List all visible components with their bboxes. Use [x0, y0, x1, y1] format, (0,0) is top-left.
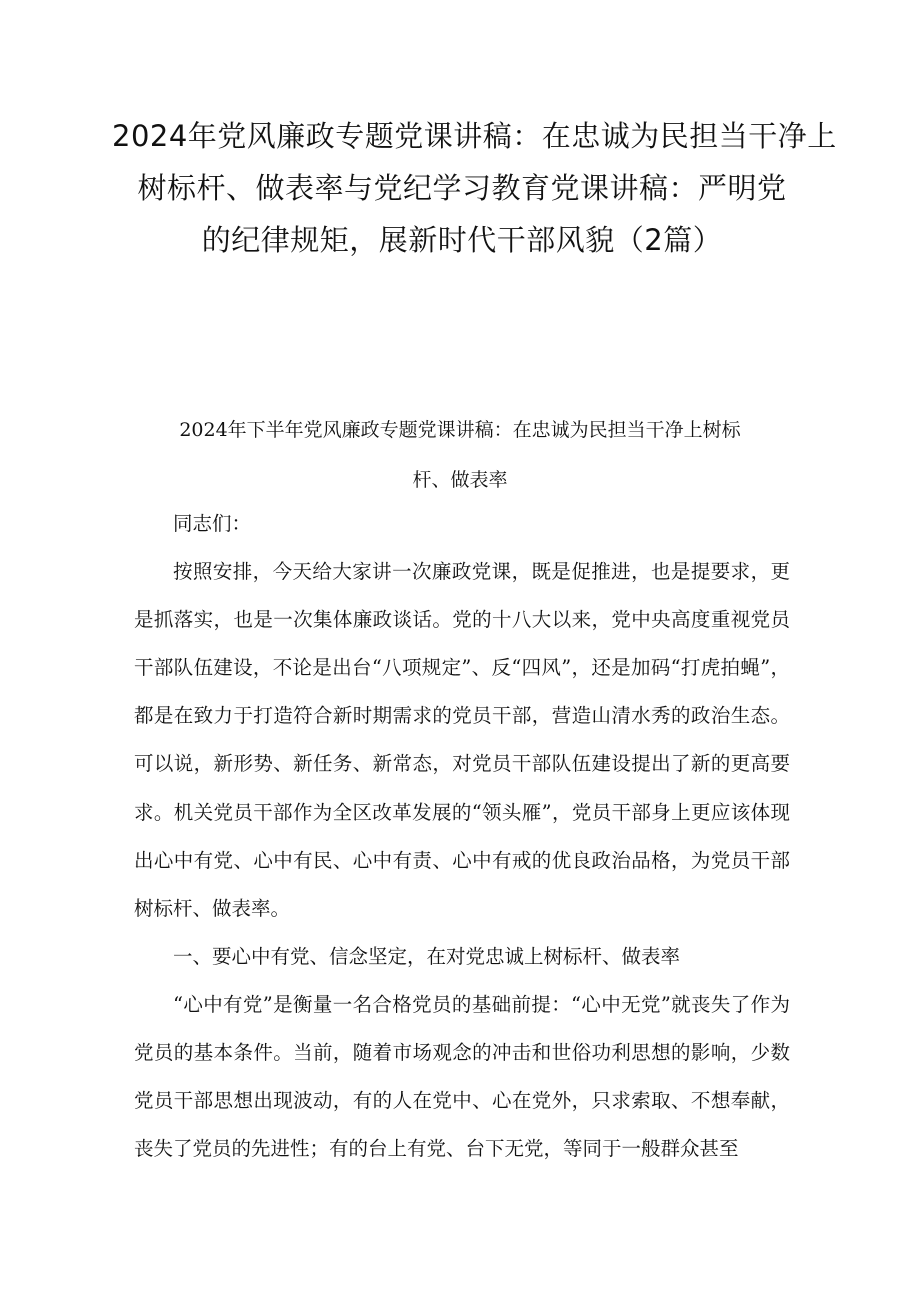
- title-line: 的纪律规矩，展新时代干部风貌（2篇）: [201, 223, 723, 257]
- section-title-line: 2024年下半年党风廉政专题党课讲稿：在忠诚为民担当干净上树标: [179, 419, 741, 441]
- section-title: [120, 405, 800, 505]
- title-line: 树标杆、做表率与党纪学习教育党课讲稿：严明党: [137, 171, 787, 205]
- section-heading: 一、要心中有党、信念坚定，在对党忠诚上树标杆、做表率: [173, 944, 681, 968]
- document-title: [112, 110, 837, 266]
- salutation: 同志们：: [173, 512, 252, 535]
- paragraph: 按照安排，今天给大家讲一次廉政党课，既是促推进，也是提要求，更是抓落实，也是一次集体廉政谈话。党的十八大以来，党中央高度重视党员干部队伍建设，不论是出台“八项规定”、反“四风”，还是加码“打虎拍蝇”，都是在致力于打造符合新时期需求的党员干部，营造山清水秀的政治生态。可以说，新形势、新任务、新常态，对党员干部队伍建设提出了新的更高要求。机关党员干部作为全区改革发展的“领头雁”，党员干部身上更应该体现出心中有党、心中有民、心中有责、心中有戒的优良政治品格，为党员干部树标杆、做表率。: [134, 560, 790, 920]
- title-line: 2024年党风廉政专题党课讲稿：在忠诚为民担当干净上: [112, 119, 837, 153]
- document-body: [134, 500, 790, 1173]
- paragraph: “心中有党”是衡量一名合格党员的基础前提：“心中无党”就丧失了作为党员的基本条件。当前，随着市场观念的冲击和世俗功利思想的影响，少数党员干部思想出现波动，有的人在党中、心在党外，只求索取、不想奉献，丧失了党员的先进性；有的台上有党、台下无党，等同于一般群众甚至: [134, 992, 790, 1161]
- section-title-line: 杆、做表率: [412, 469, 508, 491]
